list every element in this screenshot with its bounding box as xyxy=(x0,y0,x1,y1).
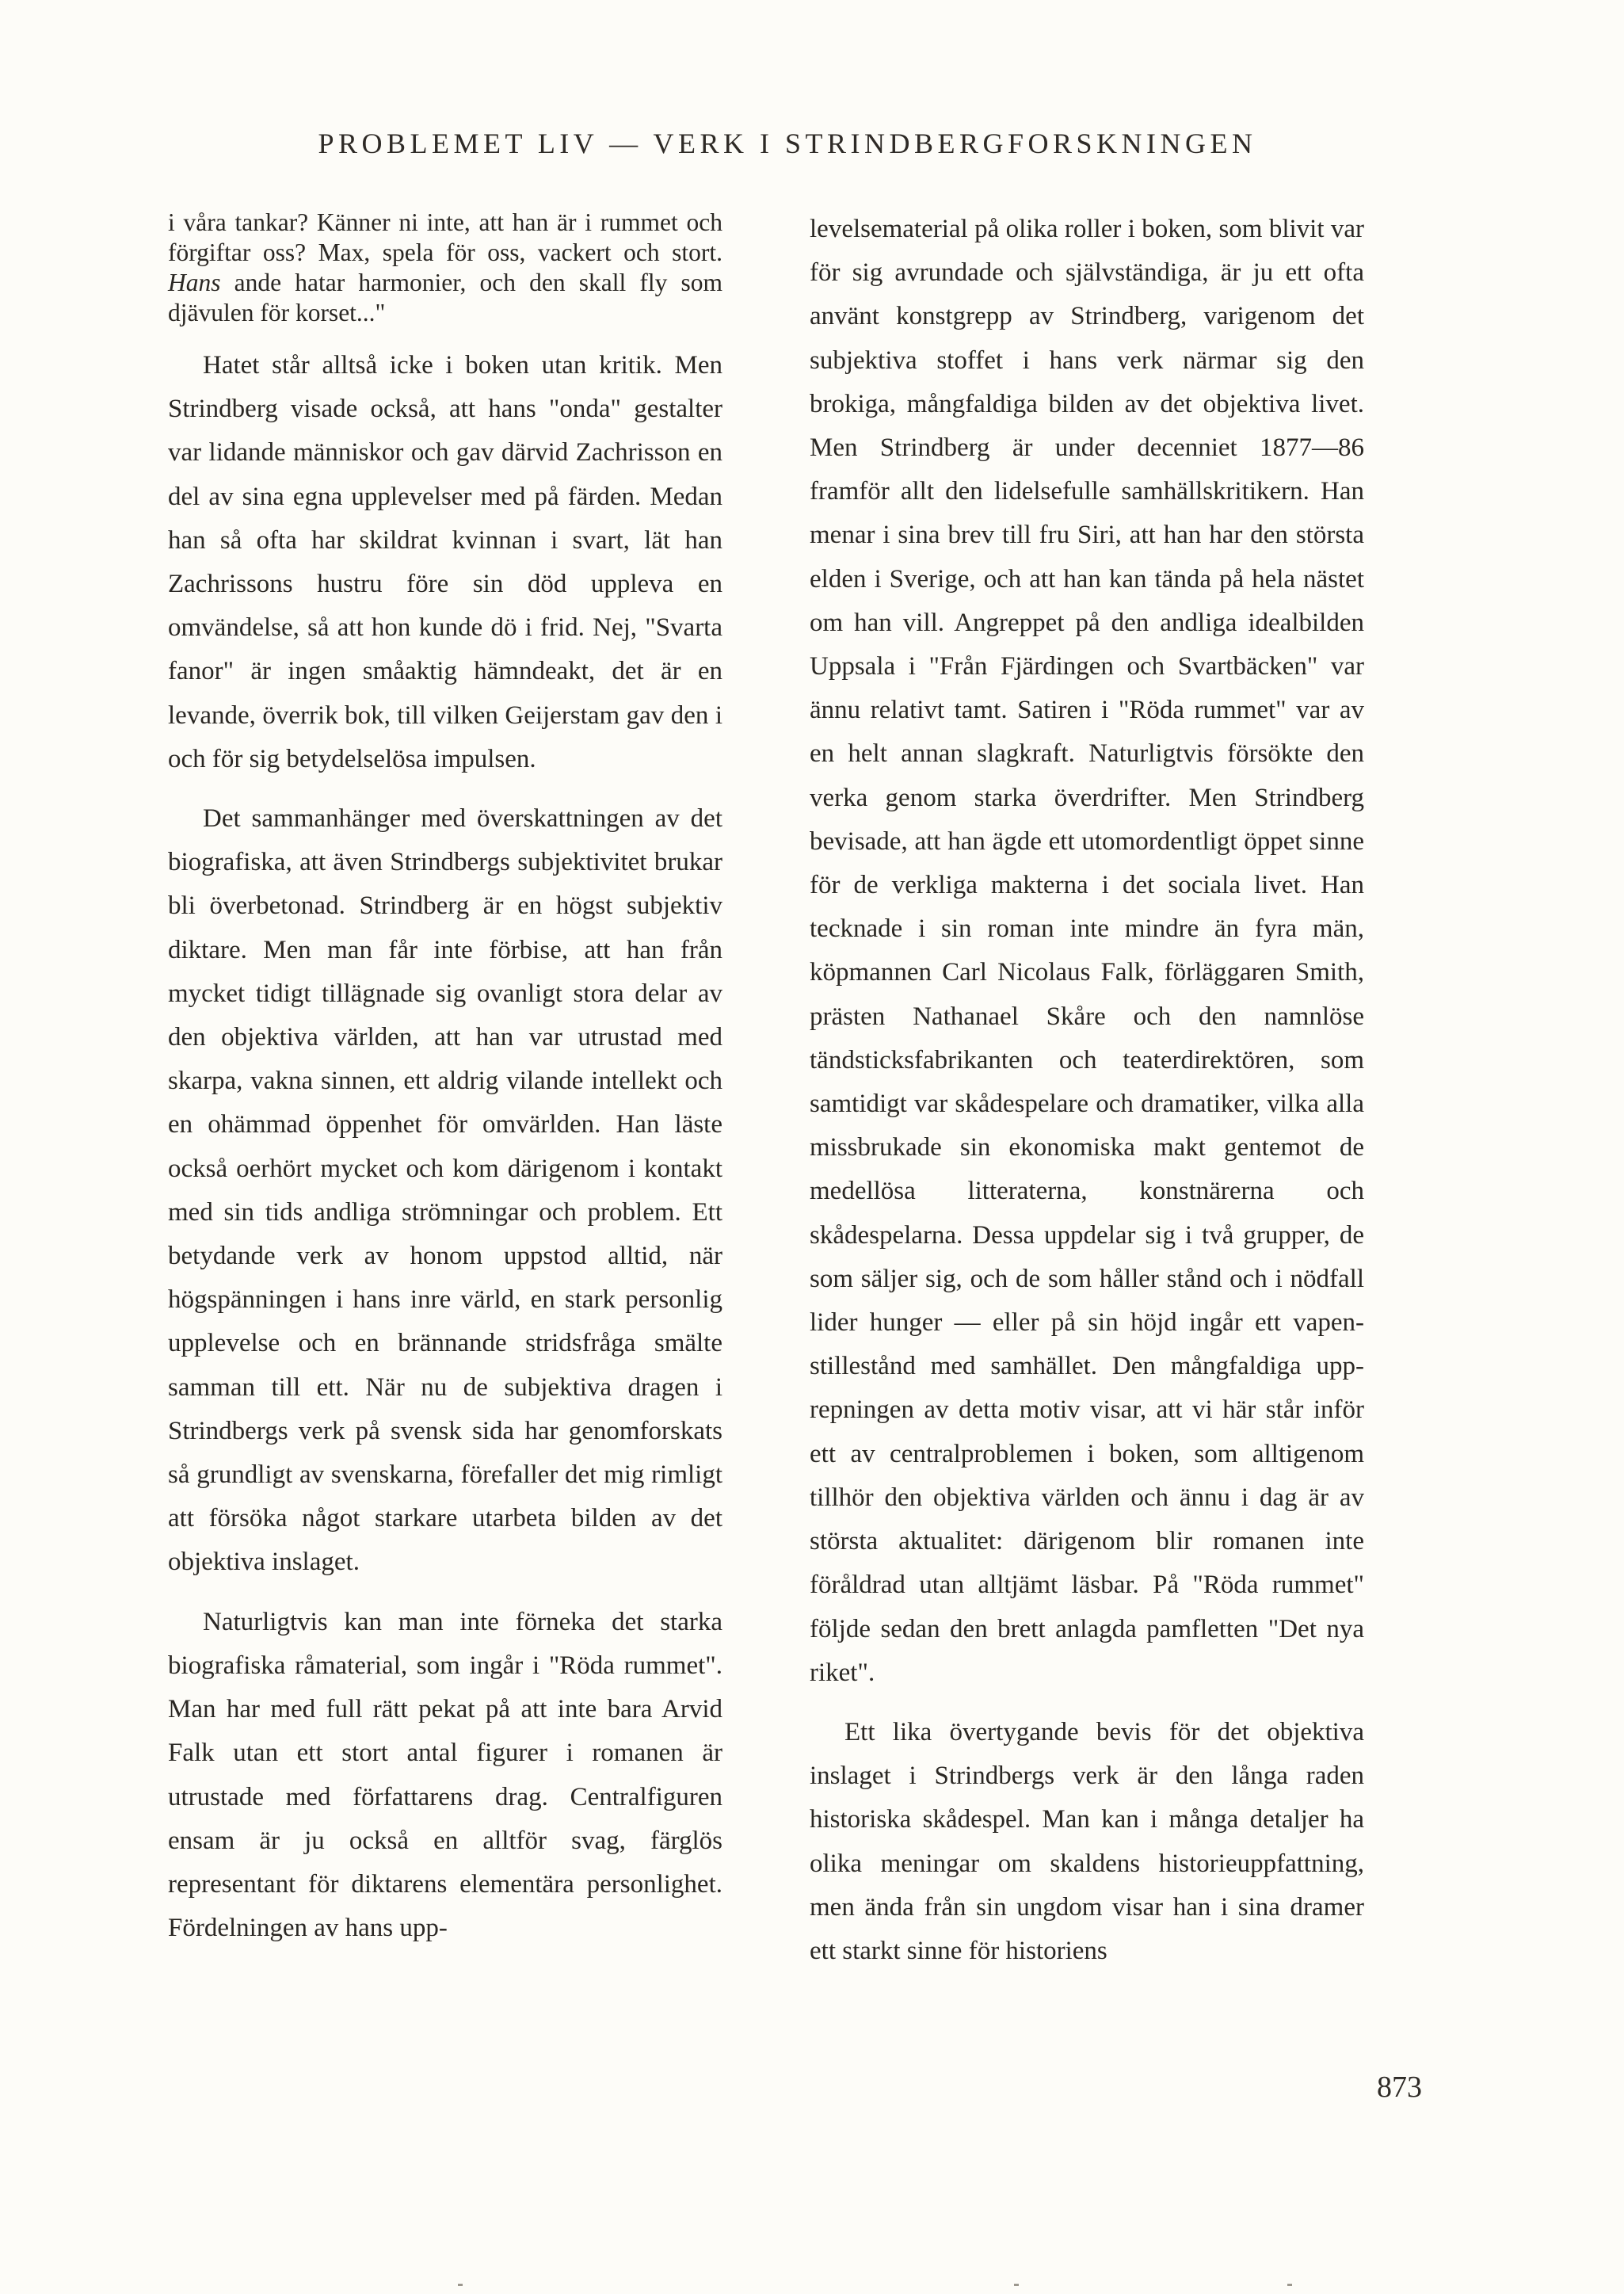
right-column xyxy=(810,208,1364,1973)
running-head: PROBLEMET LIV — VERK I STRINDBERGFORSKNINGEN xyxy=(318,128,1257,159)
page-number: 873 xyxy=(1377,2071,1422,2104)
left-column xyxy=(168,208,722,1950)
quote-emphasis: Hans xyxy=(168,269,221,296)
quote-block xyxy=(168,208,722,328)
paragraph: levelsematerial på olika roller i boken, som blivit var för sig avrundade och självständiga, är ju ett ofta använt konstgrepp av Strindberg, varigenom det subjektiva stoffet i hans verk närmar sig den brokiga, mångfaldiga bilden av det objektiva livet. Men Strindberg är under decenniet 1877—86 framför allt den lidelsefulle samhällskritikern. Han menar i sina brev till fru Siri, att han har den största elden i Sverige, och att han kan tända på hela nästet om han vill. Angreppet på den andliga idealbilden Uppsala i "Från Fjärdingen och Svartbäcken" var ännu relativt tamt. Satiren i "Röda rummet" var av en helt annan slagkraft. Naturligtvis försökte den verka genom starka överdrifter. Men Strindberg bevisade, att han ägde ett utomordentligt öppet sinne för de verkliga makterna i det sociala livet. Han tecknade i sin roman inte mindre än fyra män, köpmannen Carl Nicolaus Falk, förläggaren Smith, prästen Nathanael Skåre och den namnlöse tändsticksfabrikanten och teaterdirektören, som samtidigt var skådespelare och dramatiker, vilka alla missbrukade sin ekonomiska makt gentemot de medellösa litteraterna, konstnärerna och skådespelarna. Dessa uppdelar sig i två grupper, de som säljer sig, och de som håller stånd och i nödfall lider hunger — eller på sin höjd ingår ett vapenstillestånd med samhället. Den mångfaldiga upprepningen av detta motiv visar, att vi här står inför ett av centralproblemen i boken, som alltigenom tillhör den objektiva världen och ännu i dag är av största aktualitet: därigenom blir romanen inte föråldrad utan alltjämt läsbar. På "Röda rummet" följde sedan den brett anlagda pamfletten "Det nya riket". xyxy=(810,215,1364,1687)
paragraph: Ett lika övertygande bevis för det objektiva inslaget i Strindbergs verk är den långa raden historiska skådespel. Man kan i många detaljer ha olika meningar om skaldens historieuppfattning, men ända från sin ungdom visar han i sina dramer ett starkt sinne för historiens xyxy=(810,1717,1364,1965)
paragraph: Hatet står alltså icke i boken utan kritik. Men Strindberg visade också, att hans "onda" gestalter var lidande människor och gav därvid Zachrisson en del av sina egna upplevelser med på färden. Medan han så ofta har skildrat kvinnan i svart, lät han Zachrissons hustru före sin död uppleva en omvändelse, så att hon kunde dö i frid. Nej, "Svarta fanor" är ingen småaktig hämndeakt, det är en levande, överrik bok, till vilken Geijerstam gav den i och för sig betydelselösa impulsen. xyxy=(168,351,722,773)
paragraph: Naturligtvis kan man inte förneka det starka biografiska råmaterial, som ingår i "Röda rummet". Man har med full rätt pekat på att inte bara Arvid Falk utan ett stort antal figurer i romanen är utrustade med författarens drag. Centralfiguren ensam är ju också en alltför svag, färglös representant för diktarens elementära personlighet. Fördelningen av hans upp- xyxy=(168,1607,722,1943)
quote-text-end: ande hatar harmonier, och den skall fly som djävulen för korset..." xyxy=(168,269,722,326)
paragraph: Det sammanhänger med överskattningen av det biografiska, att även Strindbergs subjektivitet brukar bli överbetonad. Strindberg är en högst subjektiv diktare. Men man får inte förbise, att han från mycket tidigt tillägnade sig ovanligt stora delar av den objektiva världen, att han var utrustad med skarpa, vakna sinnen, ett aldrig vilande intellekt och en ohämmad öppenhet för omvärlden. Han läste också oerhört mycket och kom därigenom i kontakt med sin tids andliga strömningar och problem. Ett betydande verk av honom uppstod alltid, när högspänningen i hans inre värld, en stark personlig upplevelse och en brännande stridsfråga smälte samman till ett. När nu de subjektiva dragen i Strindbergs verk på svensk sida har genomforskats så grundligt av svenskarna, förefaller det mig rimligt att försöka något starkare utarbeta bilden av det objektiva inslaget. xyxy=(168,804,722,1577)
scan-edge-mark xyxy=(1014,2284,1019,2286)
scan-edge-mark xyxy=(458,2284,463,2286)
quote-text-start: i våra tankar? Känner ni inte, att han är i rummet och förgiftar oss? Max, spela för oss, vackert och stort. xyxy=(168,208,722,266)
scan-edge-mark xyxy=(1287,2284,1292,2286)
